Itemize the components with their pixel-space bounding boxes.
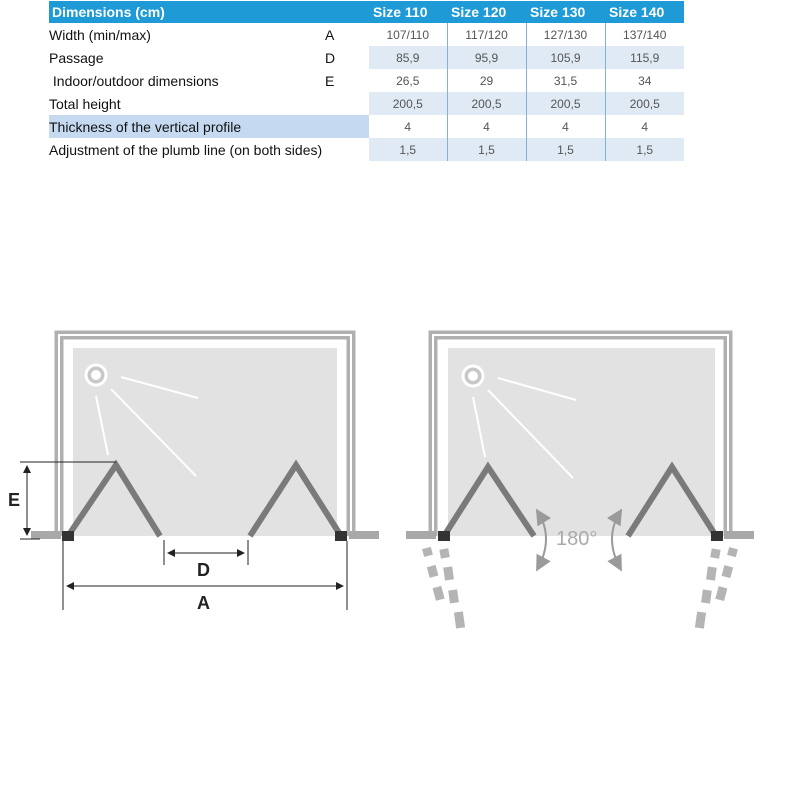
dimension-d-label: D <box>197 560 210 580</box>
table-cell: 200,5 <box>526 92 605 115</box>
size-140-header: Size 140 <box>605 1 684 23</box>
table-cell: 1,5 <box>526 138 605 161</box>
size-110-header: Size 110 <box>369 1 447 23</box>
outward-swing-right <box>695 547 738 629</box>
floor-line-right <box>349 531 379 539</box>
hinge-left <box>62 531 74 541</box>
dimensions-header: Dimensions (cm) <box>49 1 369 23</box>
row-label: Indoor/outdoor dimensions E <box>49 72 335 89</box>
table-cell: 200,5 <box>369 92 447 115</box>
table-cell: 4 <box>526 115 605 138</box>
table-cell: 200,5 <box>447 92 526 115</box>
table-cell: 26,5 <box>396 73 420 88</box>
table-cell: 105,9 <box>526 46 605 69</box>
floor-line-left <box>31 531 61 539</box>
open-door-diagram <box>406 335 754 629</box>
table-cell: 95,9 <box>447 46 526 69</box>
row-code: E <box>325 72 335 89</box>
hinge-left <box>438 531 450 541</box>
table-cell: 4 <box>605 115 684 138</box>
dimension-a-label: A <box>197 593 210 613</box>
row-code: A <box>325 26 335 43</box>
table-cell: 127/130 <box>526 23 605 46</box>
table-cell: 117/120 <box>447 23 526 46</box>
row-label: Total height <box>49 92 369 115</box>
row-code: D <box>325 49 336 66</box>
hinge-right <box>711 531 723 541</box>
size-130-header: Size 130 <box>526 1 605 23</box>
table-cell: 1,5 <box>605 138 684 161</box>
table-cell: 200,5 <box>605 92 684 115</box>
size-120-header: Size 120 <box>447 1 526 23</box>
shower-floor <box>448 348 715 536</box>
table-cell: 1,5 <box>369 138 447 161</box>
table-cell: 1,5 <box>447 138 526 161</box>
table-cell: 29 <box>447 69 526 92</box>
row-label: Thickness of the vertical profile <box>49 115 369 138</box>
row-label: Width (min/max) A <box>49 26 335 43</box>
rotation-angle-label: 180° <box>556 528 598 550</box>
closed-door-diagram <box>8 335 379 613</box>
outward-swing-left <box>422 547 465 629</box>
table-cell: 107/110 <box>386 27 429 42</box>
table-cell: 4 <box>447 115 526 138</box>
hinge-right <box>335 531 347 541</box>
table-cell: 115,9 <box>605 46 684 69</box>
table-cell: 31,5 <box>526 69 605 92</box>
row-label: Adjustment of the plumb line (on both sides) <box>49 138 369 161</box>
floor-line-right <box>724 531 754 539</box>
dimension-e-label: E <box>8 490 21 510</box>
row-label: Passage D <box>49 46 369 69</box>
table-cell: 137/140 <box>605 23 684 46</box>
table-cell: 85,9 <box>369 46 447 69</box>
table-cell: 4 <box>404 119 412 134</box>
shower-floor <box>73 348 337 536</box>
floor-line-left <box>406 531 436 539</box>
table-cell: 34 <box>605 69 684 92</box>
